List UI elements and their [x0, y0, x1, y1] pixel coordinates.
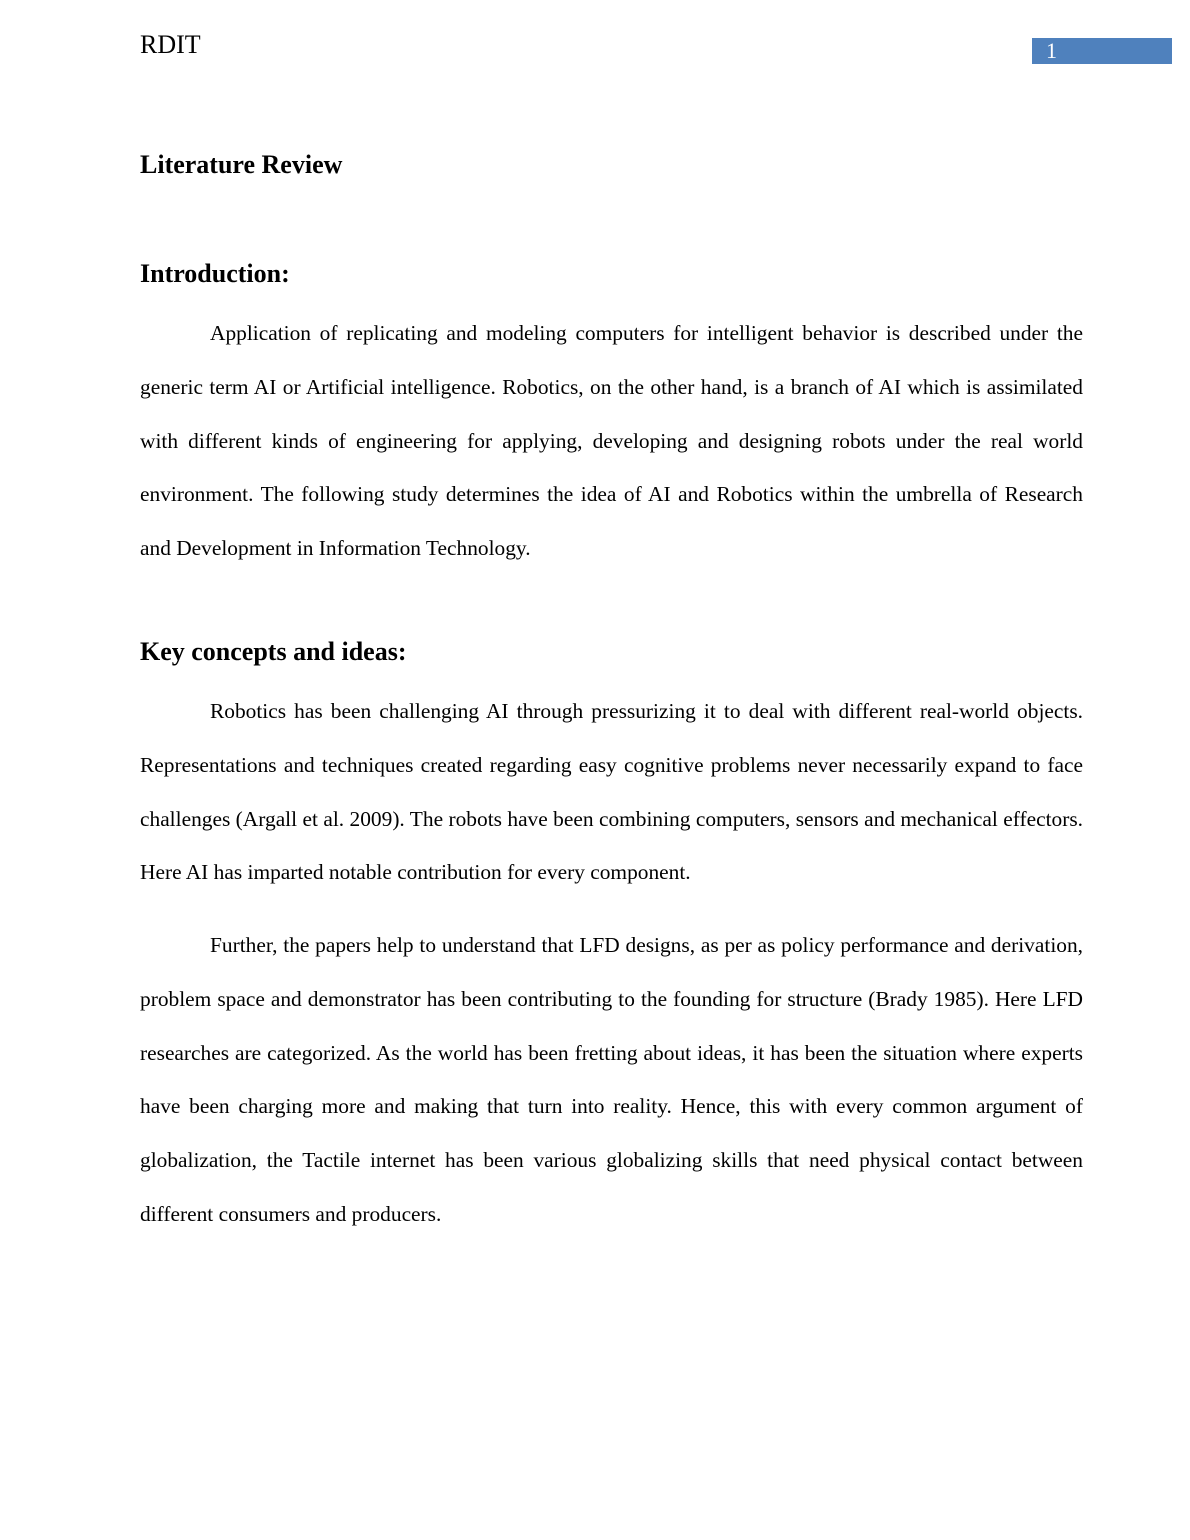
- document-title: Literature Review: [140, 150, 343, 179]
- page-number: 1: [1032, 38, 1172, 64]
- paragraph: Application of replicating and modeling computers for intelligent behavior is described under the generic term AI or Artificial intelligence. Robotics, on the other hand, is a branch of AI which is assimilated with different kinds of engineering for applying, developing and designing robots under the real world environment. The following study determines the idea of AI and Robotics within the umbrella of Research and Development in Information Technology.: [140, 321, 1083, 560]
- section-heading-introduction: Introduction:: [140, 259, 290, 288]
- paragraph: Further, the papers help to understand that LFD designs, as per as policy performance and derivation, problem space and demonstrator has been contributing to the founding for structure (Brady 1985). Here LFD researches are categorized. As the world has been fretting about ideas, it has been the situation where experts have been charging more and making that turn into reality. Hence, this with every common argument of globalization, the Tactile internet has been various globalizing skills that need physical contact between different consumers and producers.: [140, 933, 1083, 1226]
- paragraph: Robotics has been challenging AI through pressurizing it to deal with different real-world objects. Representations and techniques created regarding easy cognitive problems never necessarily expand to face challenges (Argall et al. 2009). The robots have been combining computers, sensors and mechanical effectors. Here AI has imparted notable contribution for every component.: [140, 699, 1083, 885]
- running-head: RDIT: [140, 30, 201, 59]
- section-heading-key-concepts: Key concepts and ideas:: [140, 637, 407, 666]
